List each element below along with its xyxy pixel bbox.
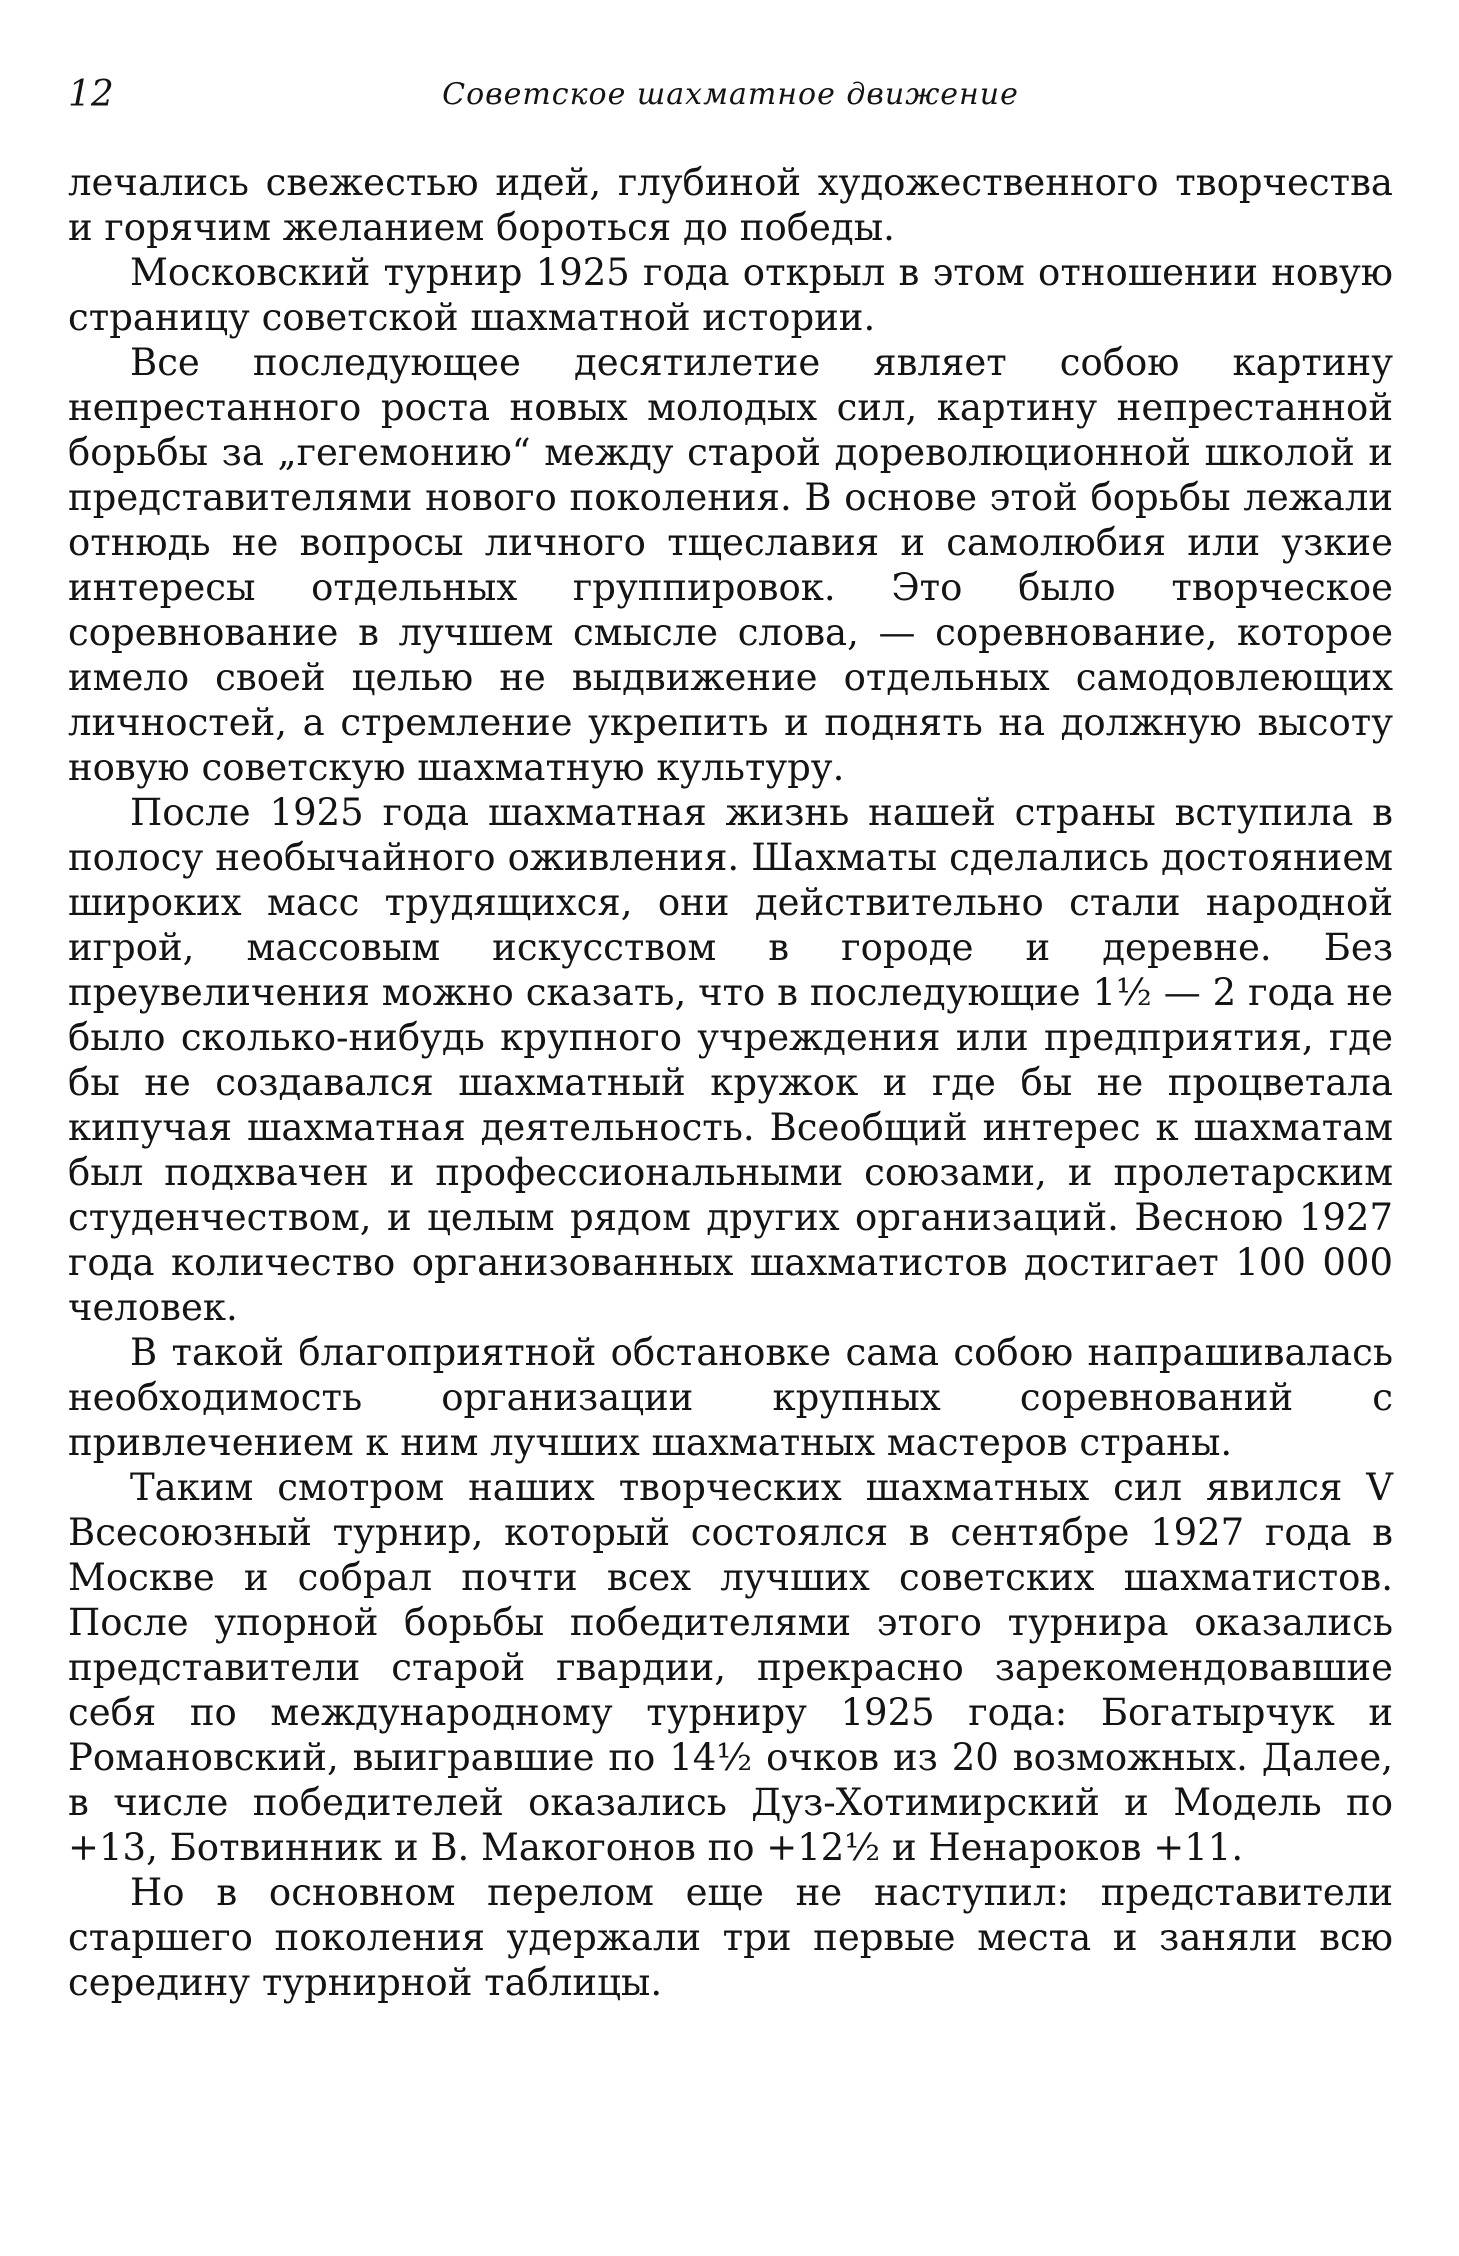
paragraph: После 1925 года шахматная жизнь нашей страны вступила в полосу необычайного оживления. Шахматы сделались достоянием широких масс трудящихся, они действительно стали народной игрой, массовым искусством в городе и деревне. Без преувеличения можно сказать, что в последующие 1½ — 2 года не было сколько-нибудь крупного учреждения или предприятия, где бы не создавался шахматный кружок и где бы не процветала кипучая шахматная деятельность. Всеобщий интерес к шахматам был подхвачен и профессиональными союзами, и пролетарским студенчеством, и целым рядом других организаций. Весною 1927 года количество организованных шахматистов достигает 100 000 человек.: [68, 791, 1393, 1329]
paragraph: Но в основном перелом еще не наступил: представители старшего поколения удержали три первые места и заняли всю середину турнирной таблицы.: [68, 1871, 1393, 2004]
running-title: Советское шахматное движение: [442, 77, 1019, 112]
page-header: [68, 70, 1393, 120]
paragraph: лечались свежестью идей, глубиной художественного творчества и горячим желанием бороться до победы.: [68, 161, 1393, 249]
body-text: [68, 160, 1393, 2005]
page-number: 12: [68, 74, 114, 115]
paragraph: Московский турнир 1925 года открыл в этом отношении новую страницу советской шахматной истории.: [68, 251, 1393, 339]
paragraph: Все последующее десятилетие являет собою картину непрестанного роста новых молодых сил, картину непрестанной борьбы за „гегемонию“ между старой дореволюционной школой и представителями нового поколения. В основе этой борьбы лежали отнюдь не вопросы личного тщеславия и самолюбия или узкие интересы отдельных группировок. Это было творческое соревнование в лучшем смысле слова, — соревнование, которое имело своей целью не выдвижение отдельных самодовлеющих личностей, а стремление укрепить и поднять на должную высоту новую советскую шахматную культуру.: [68, 341, 1393, 789]
paragraph: В такой благоприятной обстановке сама собою напрашивалась необходимость организации крупных соревнований с привлечением к ним лучших шахматных мастеров страны.: [68, 1331, 1393, 1464]
paragraph: Таким смотром наших творческих шахматных сил явился V Всесоюзный турнир, который состоялся в сентябре 1927 года в Москве и собрал почти всех лучших советских шахматистов. После упорной борьбы победителями этого турнира оказались представители старой гвардии, прекрасно зарекомендовавшие себя по международному турниру 1925 года: Богатырчук и Романовский, выигравшие по 14½ очков из 20 возможных. Далее, в числе победителей оказались Дуз-Хотимирский и Модель по +13, Ботвинник и В. Макогонов по +12½ и Ненароков +11.: [68, 1466, 1393, 1869]
